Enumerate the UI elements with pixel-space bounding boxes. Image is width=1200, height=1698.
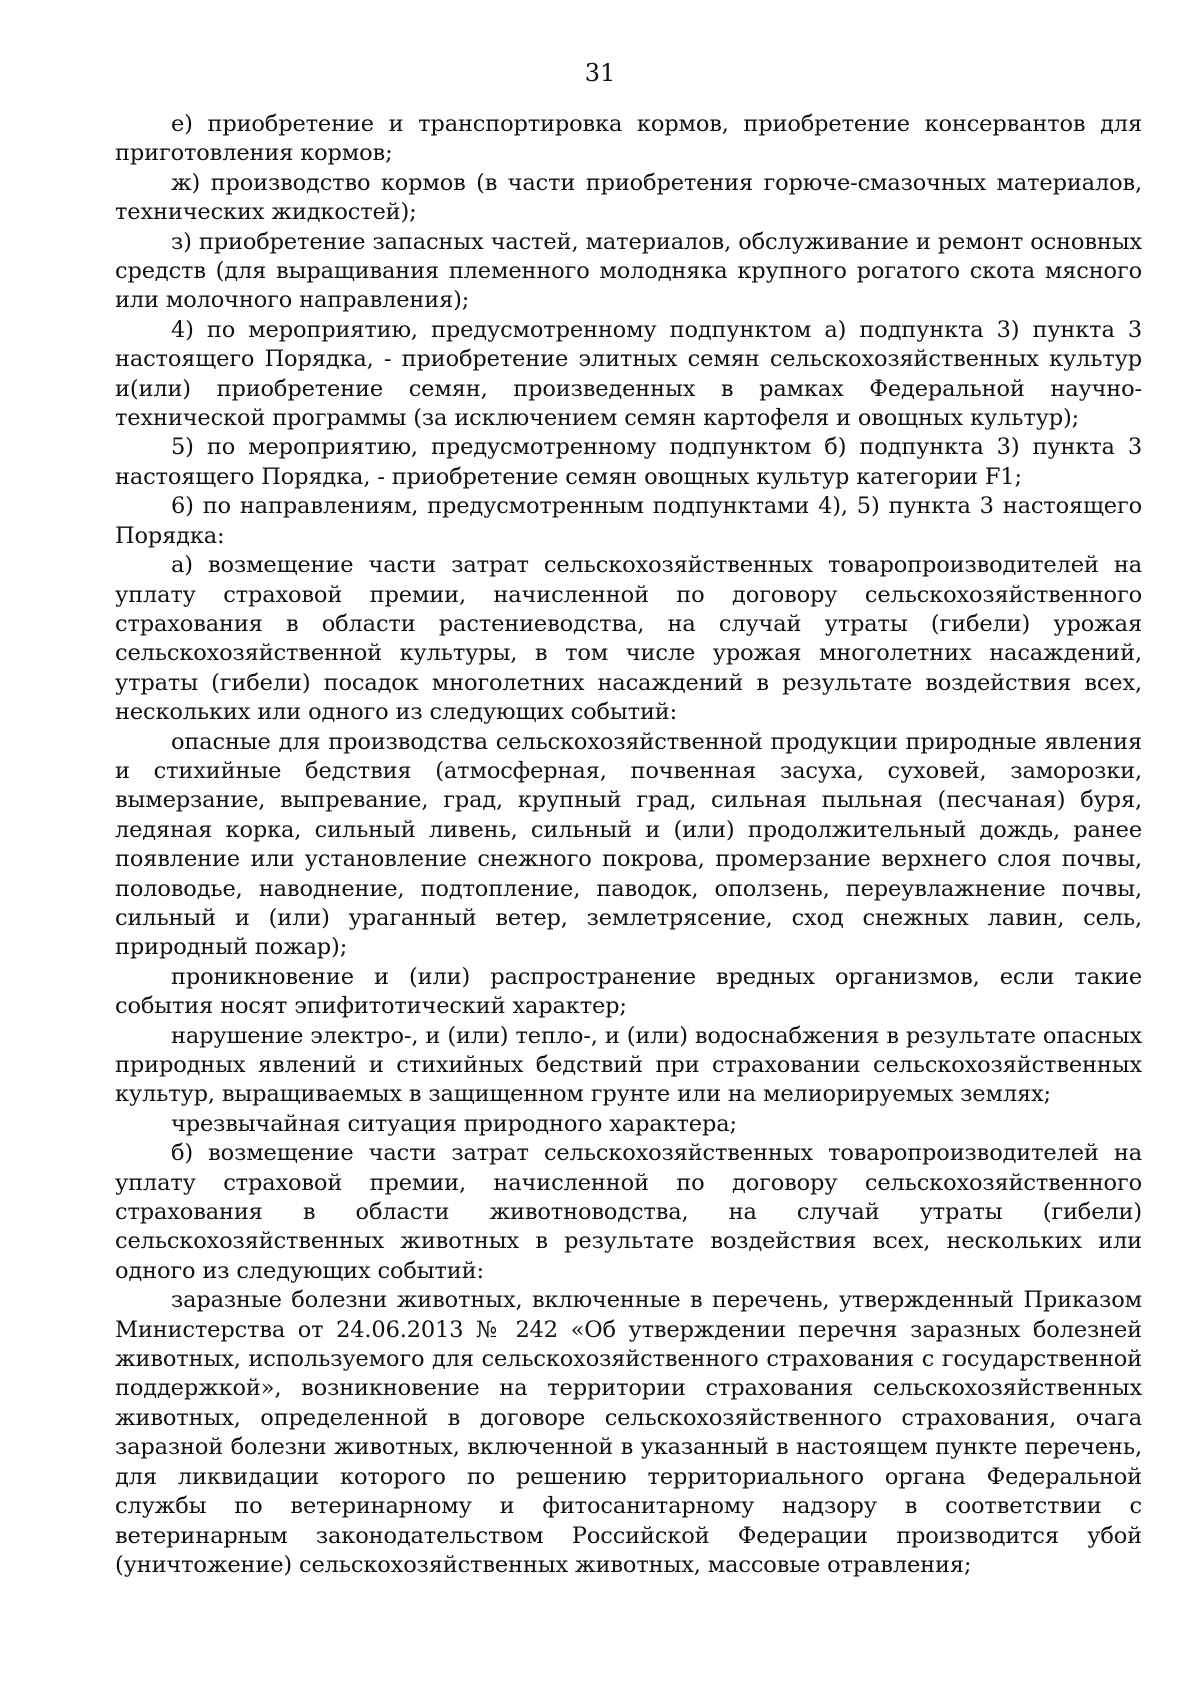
paragraph: а) возмещение части затрат сельскохозяйственных товаропроизводителей на уплату страховой премии, начисленной по договору сельскохозяйственного страхования в области растениеводства, на случай утраты (гибели) урожая сельскохозяйственной культуры, в том числе урожая многолетних насаждений, утраты (гибели) посадок многолетних насаждений в результате воздействия всех, нескольких или одного из следующих событий: [115, 552, 1142, 726]
paragraph: 4) по мероприятию, предусмотренному подпунктом а) подпункта 3) пункта 3 настоящего Порядка, - приобретение элитных семян сельскохозяйственных культур и(или) приобретение семян, произведенных в рамках Федеральной научно-технической программы (за исключением семян картофеля и овощных культур); [115, 316, 1142, 432]
paragraph: заразные болезни животных, включенные в перечень, утвержденный Приказом Министерства от 24.06.2013 № 242 «Об утверждении перечня заразных болезней животных, используемого для сельскохозяйственного страхования с государственной поддержкой», возникновение на территории страхования сельскохозяйственных животных, определенной в договоре сельскохозяйственного страхования, очага заразной болезни животных, включенной в указанный в настоящем пункте перечень, для ликвидации которого по решению территориального органа Федеральной службы по ветеринарному и фитосанитарному надзору в соответствии с ветеринарным законодательством Российской Федерации производится убой (уничтожение) сельскохозяйственных животных, массовые отравления; [115, 1287, 1142, 1578]
paragraph: опасные для производства сельскохозяйственной продукции природные явления и стихийные бедствия (атмосферная, почвенная засуха, суховей, заморозки, вымерзание, выпревание, град, крупный град, сильная пыльная (песчаная) буря, ледяная корка, сильный ливень, сильный и (или) продолжительный дождь, ранее появление или установление снежного покрова, промерзание верхнего слоя почвы, половодье, наводнение, подтопление, паводок, оползень, переувлажнение почвы, сильный и (или) ураганный ветер, землетрясение, сход снежных лавин, сель, природный пожар); [115, 728, 1142, 961]
paragraph: нарушение электро-, и (или) тепло-, и (или) водоснабжения в результате опасных природных явлений и стихийных бедствий при страховании сельскохозяйственных культур, выращиваемых в защищенном грунте или на мелиорируемых землях; [115, 1022, 1142, 1108]
document-body [115, 110, 1142, 1580]
paragraph: е) приобретение и транспортировка кормов, приобретение консервантов для приготовления кормов; [115, 111, 1142, 167]
paragraph: б) возмещение части затрат сельскохозяйственных товаропроизводителей на уплату страховой премии, начисленной по договору сельскохозяйственного страхования в области животноводства, на случай утраты (гибели) сельскохозяйственных животных в результате воздействия всех, нескольких или одного из следующих событий: [115, 1140, 1142, 1284]
paragraph: з) приобретение запасных частей, материалов, обслуживание и ремонт основных средств (для выращивания племенного молодняка крупного рогатого скота мясного или молочного направления); [115, 228, 1142, 314]
page-number: 31 [584, 59, 616, 87]
paragraph: чрезвычайная ситуация природного характера; [171, 1110, 737, 1137]
paragraph: проникновение и (или) распространение вредных организмов, если такие события носят эпифитотический характер; [115, 963, 1142, 1020]
paragraph: ж) производство кормов (в части приобретения горюче-смазочных материалов, технических жидкостей); [115, 169, 1142, 226]
paragraph: 6) по направлениям, предусмотренным подпунктами 4), 5) пункта 3 настоящего Порядка: [115, 493, 1142, 549]
paragraph: 5) по мероприятию, предусмотренному подпунктом б) подпункта 3) пункта 3 настоящего Порядка, - приобретение семян овощных культур категории F1; [115, 434, 1142, 490]
